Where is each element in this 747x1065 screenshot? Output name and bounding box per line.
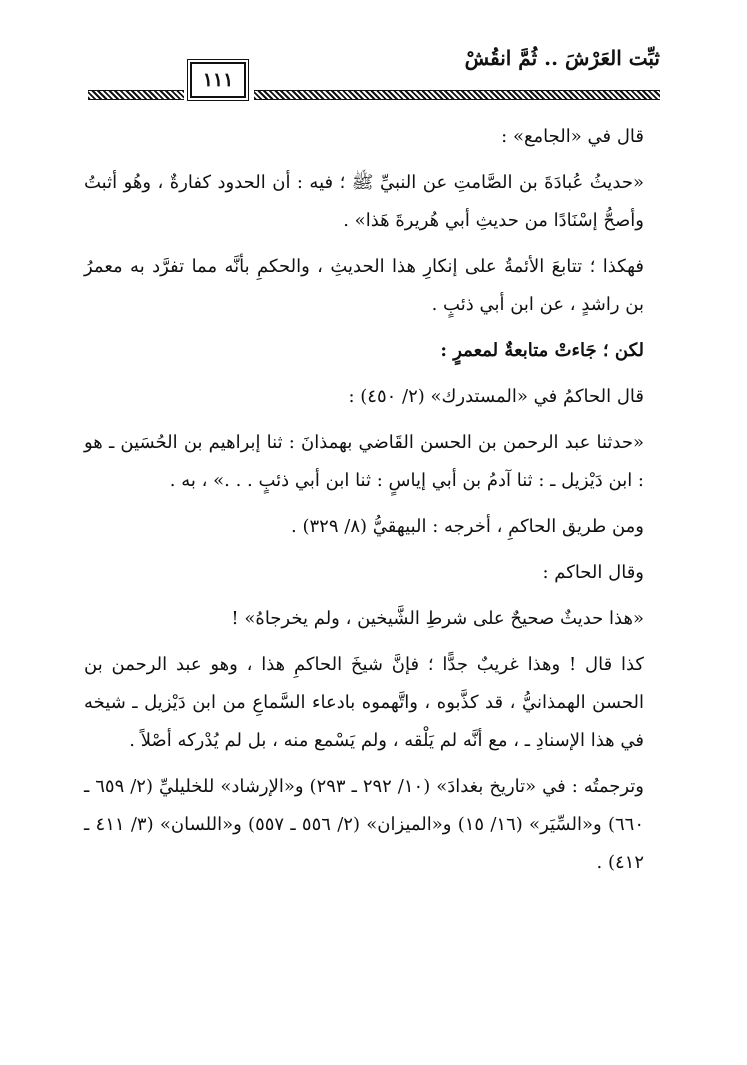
paragraph: قال الحاكمُ في «المستدرك» (٢/ ٤٥٠) : bbox=[348, 386, 644, 407]
header-rule-left bbox=[88, 90, 184, 100]
section-heading: لكن ؛ جَاءتْ متابعةٌ لمعمرٍ : bbox=[440, 340, 644, 361]
header-rule-right bbox=[254, 90, 660, 100]
paragraph: ومن طريق الحاكمِ ، أخرجه : البيهقيُّ (٨/ ٣٢٩) . bbox=[291, 516, 644, 537]
paragraph: فهكذا ؛ تتابعَ الأئمةُ على إنكارِ هذا الحديثِ ، والحكمِ بأنَّه مما تفرَّد به معمرُ بن راشدٍ ، عن ابن أبي ذئبٍ . bbox=[84, 256, 644, 315]
page-header bbox=[88, 40, 660, 102]
paragraph: كذا قال ! وهذا غريبٌ جدًّا ؛ فإنَّ شيخَ الحاكمِ هذا ، وهو عبد الرحمن بن الحسن الهمذانيُّ ، قد كذَّبوه ، واتَّهموه بادعاء السَّماعِ من ابن دَيْزيل ـ شيخه في هذا الإسنادِ ـ ، مع أنَّه لم يَلْقه ، ولم يَسْمع منه ، بل لم يُدْركه أصْلاً . bbox=[84, 654, 644, 751]
quote-paragraph: «حديثُ عُبادَةَ بن الصَّامتِ عن النبيِّ ﷺ ؛ فيه : أن الحدود كفارةٌ ، وهُو أثبتُ وأصحُّ إسْنَادًا من حديثِ أبي هُريرةَ هَذا» . bbox=[84, 172, 644, 231]
paragraph: وقال الحاكم : bbox=[542, 562, 644, 583]
references-paragraph: وترجمتُه : في «تاريخ بغدادَ» (١٠/ ٢٩٢ ـ ٢٩٣) و«الإرشاد» للخليليِّ (٢/ ٦٥٩ ـ ٦٦٠) و«السِّيَر» (١٦/ ١٥) و«الميزان» (٢/ ٥٥٦ ـ ٥٥٧) و«اللسان» (٣/ ٤١١ ـ ٤١٢) . bbox=[84, 776, 644, 873]
page-number: ١١١ bbox=[190, 62, 246, 98]
quote-paragraph: «هذا حديثٌ صحيحٌ على شرطِ الشَّيخين ، ولم يخرجاهُ» ! bbox=[231, 608, 644, 629]
running-title: ثبِّت العَرْشَ .. ثُمَّ انقُشْ bbox=[464, 46, 660, 70]
paragraph: قال في «الجامع» : bbox=[501, 126, 644, 147]
page-body bbox=[84, 118, 664, 890]
quote-paragraph: «حدثنا عبد الرحمن بن الحسن القَاضي بهمذانَ : ثنا إبراهيم بن الحُسَين ـ هو : ابن دَيْزيل ـ : ثنا آدمُ بن أبي إياسٍ : ثنا ابن أبي ذئبٍ . . .» ، به . bbox=[84, 432, 644, 491]
